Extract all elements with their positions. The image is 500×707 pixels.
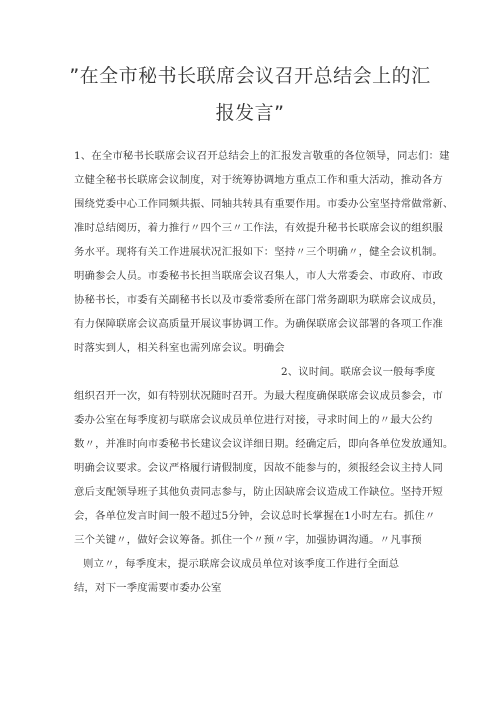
body-text-line: 组织召开一次，如有特别状况随时召开。为最大程度确保联席会议成员参会，市 bbox=[74, 390, 443, 402]
body-text-line: 数〃，并准时向市委秘书长建议会议详细日期。经确定后，即向各单位发放通知。 bbox=[74, 438, 454, 450]
body-text-line: 则立〃，每季度末，提示联席会议成员单位对该季度工作进行全面总 bbox=[83, 558, 400, 570]
body-text-line: 结，对下一季度需要市委办公室 bbox=[74, 582, 222, 594]
body-text-line: 围绕党委中心工作同频共振、同轴共转具有重要作用。市委办公室坚持常做常新、 bbox=[74, 198, 454, 210]
document-title-line-1: ”在全市秘书长联席会议召开总结会上的汇 bbox=[69, 65, 431, 87]
body-text-line: 三个关键〃，做好会议筹备。抓住一个〃预〃字，加强协调沟通。〃凡事预 bbox=[74, 534, 422, 546]
body-text-line: 立健全秘书长联席会议制度，对于统筹协调地方重点工作和重大活动，推动各方 bbox=[74, 174, 443, 186]
body-text-line: 意后支配领导班子其他负责同志参与，防止因缺席会议造成工作缺位。坚持开短 bbox=[74, 486, 443, 498]
body-text-line: 协秘书长，市委有关副秘书长以及市委常委所在部门常务副职为联席会议成员， bbox=[74, 294, 443, 306]
body-text-line: 时落实到人，相关科室也需列席会议。明确会 bbox=[74, 342, 285, 354]
body-text-line: 明确参会人员。市委秘书长担当联席会议召集人，市人大常委会、市政府、市政 bbox=[74, 270, 443, 282]
body-text-line: 会，各单位发言时间一般不超过5分钟，会议总时长掌握在1小时左右。抓住〃 bbox=[74, 510, 436, 522]
body-text-line: 准时总结阅历，着力推行〃四个三〃工作法，有效提升秘书长联席会议的组织服 bbox=[74, 222, 443, 234]
body-text-line: 务水平。现将有关工作进展状况汇报如下：坚持〃三个明确〃，健全会议机制。 bbox=[74, 246, 443, 258]
body-text-line: 2、议时间。联席会议一般每季度 bbox=[281, 366, 436, 378]
body-text-line: 1、在全市秘书长联席会议召开总结会上的汇报发言敬重的各位领导，同志们：建 bbox=[74, 150, 450, 162]
body-text-line: 委办公室在每季度初与联席会议成员单位进行对接，寻求时间上的〃最大公约 bbox=[74, 414, 433, 426]
document-title-line-2: 报发言” bbox=[215, 102, 285, 124]
body-text-line: 明确会议要求。会议严格履行请假制度，因故不能参与的，须报经会议主持人同 bbox=[74, 462, 443, 474]
body-text-line: 有力保障联席会议高质量开展议事协调工作。为确保联席会议部署的各项工作准 bbox=[74, 318, 443, 330]
